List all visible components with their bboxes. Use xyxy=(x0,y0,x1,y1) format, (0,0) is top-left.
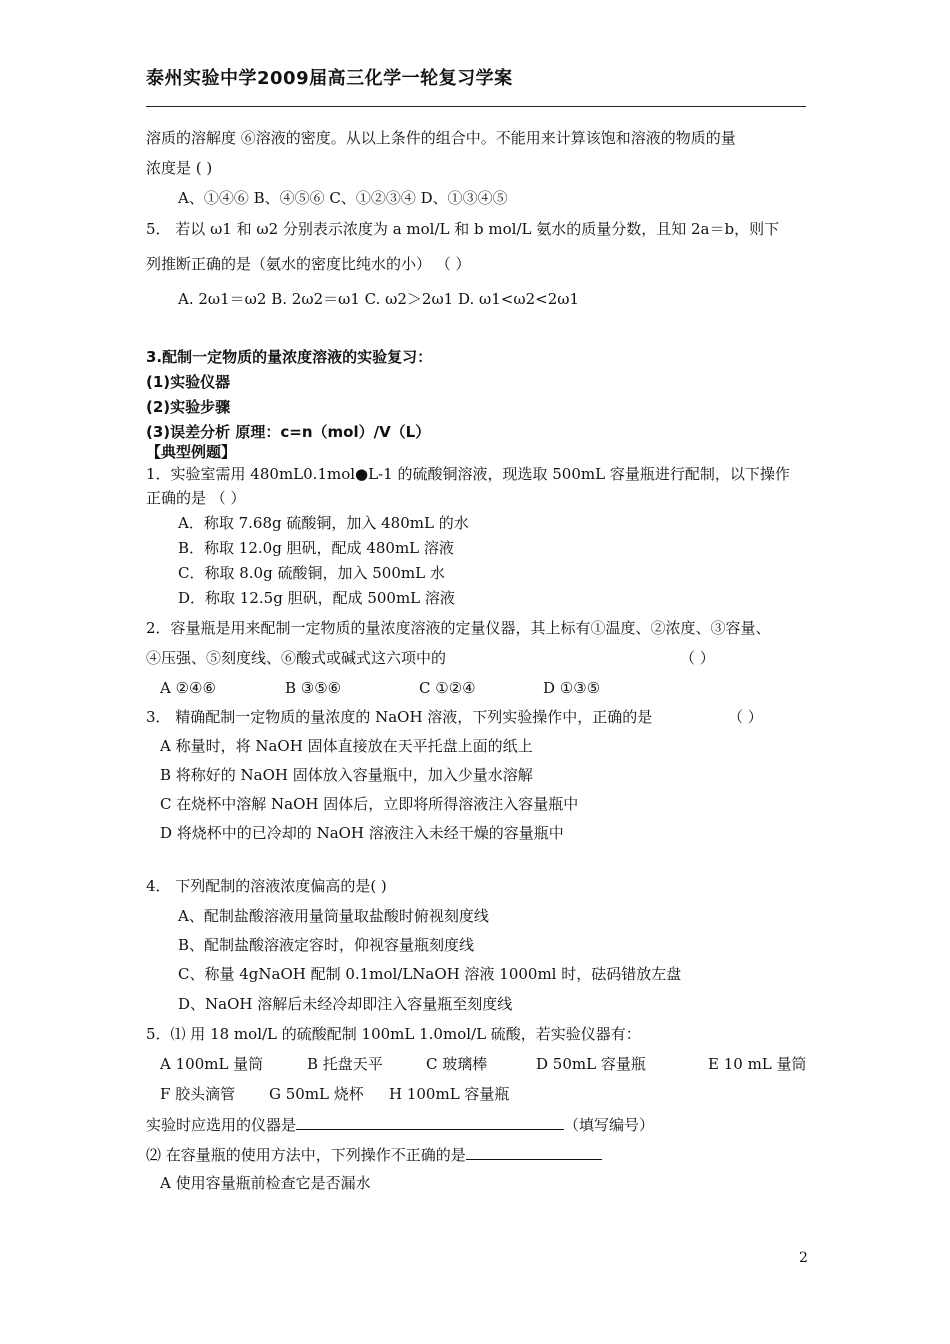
section-subtitle: (2)实验步骤 xyxy=(146,398,231,416)
answer-paren: （ ） xyxy=(728,708,763,726)
option-c: C 在烧杯中溶解 NaOH 固体后，立即将所得溶液注入容量瓶中 xyxy=(160,795,579,813)
answer-blank[interactable] xyxy=(466,1143,602,1160)
example-1: 1．实验室需用 480mL0.1mol●L-1 的硫酸铜溶液，现选取 500mL 容量瓶进行配制，以下操作 xyxy=(146,465,790,483)
option-d: D 将烧杯中的已冷却的 NaOH 溶液注入未经干燥的容量瓶中 xyxy=(160,824,564,842)
header-title: 泰州实验中学2009届高三化学一轮复习学案 xyxy=(146,68,513,89)
option-a: A 使用容量瓶前检查它是否漏水 xyxy=(160,1174,371,1192)
fill-in-line xyxy=(146,1113,654,1135)
text-line: 溶质的溶解度 ⑥溶液的密度。从以上条件的组合中。不能用来计算该饱和溶液的物质的量 xyxy=(146,129,736,147)
section-subtitle: (1)实验仪器 xyxy=(146,373,231,391)
option-d: D、NaOH 溶解后未经冷却即注入容量瓶至刻度线 xyxy=(178,995,513,1013)
example-5: 5．⑴ 用 18 mol/L 的硫酸配制 100mL 1.0mol/L 硫酸，若实验仪器有： xyxy=(146,1025,641,1043)
text-line: 列推断正确的是（氨水的密度比纯水的小） （ ） xyxy=(146,255,471,273)
option-a: A 称量时，将 NaOH 固体直接放在天平托盘上面的纸上 xyxy=(160,737,533,755)
option-h: H 100mL 容量瓶 xyxy=(389,1085,510,1103)
option-c: C．称取 8.0g 硫酸铜，加入 500mL 水 xyxy=(178,564,445,582)
option-b: B、配制盐酸溶液定容时，仰视容量瓶刻度线 xyxy=(178,936,475,954)
question-text: ⑵ 在容量瓶的使用方法中，下列操作不正确的是 xyxy=(146,1146,466,1164)
text-line: 浓度是 ( ) xyxy=(146,159,213,177)
option-c: C、称量 4gNaOH 配制 0.1mol/LNaOH 溶液 1000ml 时，砝码错放左盘 xyxy=(178,965,682,983)
option-c: C 玻璃棒 xyxy=(426,1055,488,1073)
text-line: ④压强、⑤刻度线、⑥酸式或碱式这六项中的 xyxy=(146,649,447,667)
question-5-prev: 5． 若以 ω1 和 ω2 分别表示浓度为 a mol/L 和 b mol/L 氨水的质量分数，且知 2a＝b，则下 xyxy=(146,220,780,238)
example-2: 2．容量瓶是用来配制一定物质的量浓度溶液的定量仪器，其上标有①温度、②浓度、③容量、 xyxy=(146,619,771,637)
section-subtitle: (3)误差分析 原理：c=n（mol）/V（L） xyxy=(146,423,431,441)
option-d: D．称取 12.5g 胆矾，配成 500mL 溶液 xyxy=(178,589,455,607)
fill-in-prefix: 实验时应选用的仪器是 xyxy=(146,1116,297,1134)
option-b: B 托盘天平 xyxy=(307,1055,383,1073)
example-3: 3． 精确配制一定物质的量浓度的 NaOH 溶液，下列实验操作中，正确的是 xyxy=(146,708,653,726)
text-line: 正确的是 （ ） xyxy=(146,489,246,507)
option-a: A 100mL 量筒 xyxy=(160,1055,264,1073)
answer-options: A. 2ω1＝ω2 B. 2ω2＝ω1 C. ω2＞2ω1 D. ω1<ω2<2ω1 xyxy=(178,290,580,308)
answer-blank[interactable] xyxy=(296,1113,564,1130)
option-a: A．称取 7.68g 硫酸铜，加入 480mL 的水 xyxy=(178,514,469,532)
answer-options: A、①④⑥ B、④⑤⑥ C、①②③④ D、①③④⑤ xyxy=(178,189,508,207)
option-c: C ①②④ xyxy=(419,679,476,697)
answer-paren: （ ） xyxy=(680,649,715,667)
fill-in-suffix: （填写编号） xyxy=(564,1116,655,1134)
option-a: A、配制盐酸溶液用量筒量取盐酸时俯视刻度线 xyxy=(178,907,489,925)
fill-in-line xyxy=(146,1143,602,1165)
option-f: F 胶头滴管 xyxy=(160,1085,236,1103)
page-number: 2 xyxy=(799,1250,808,1266)
option-d: D 50mL 容量瓶 xyxy=(536,1055,646,1073)
option-a: A ②④⑥ xyxy=(160,679,216,697)
header-divider xyxy=(146,106,806,107)
option-b: B．称取 12.0g 胆矾，配成 480mL 溶液 xyxy=(178,539,454,557)
option-b: B ③⑤⑥ xyxy=(285,679,342,697)
option-d: D ①③⑤ xyxy=(543,679,601,697)
option-g: G 50mL 烧杯 xyxy=(269,1085,364,1103)
example-4: 4． 下列配制的溶液浓度偏高的是( ) xyxy=(146,877,387,895)
option-b: B 将称好的 NaOH 固体放入容量瓶中，加入少量水溶解 xyxy=(160,766,533,784)
section-title: 3.配制一定物质的量浓度溶液的实验复习： xyxy=(146,348,433,366)
option-e: E 10 mL 量筒 xyxy=(708,1055,807,1073)
examples-heading: 【典型例题】 xyxy=(146,443,237,461)
